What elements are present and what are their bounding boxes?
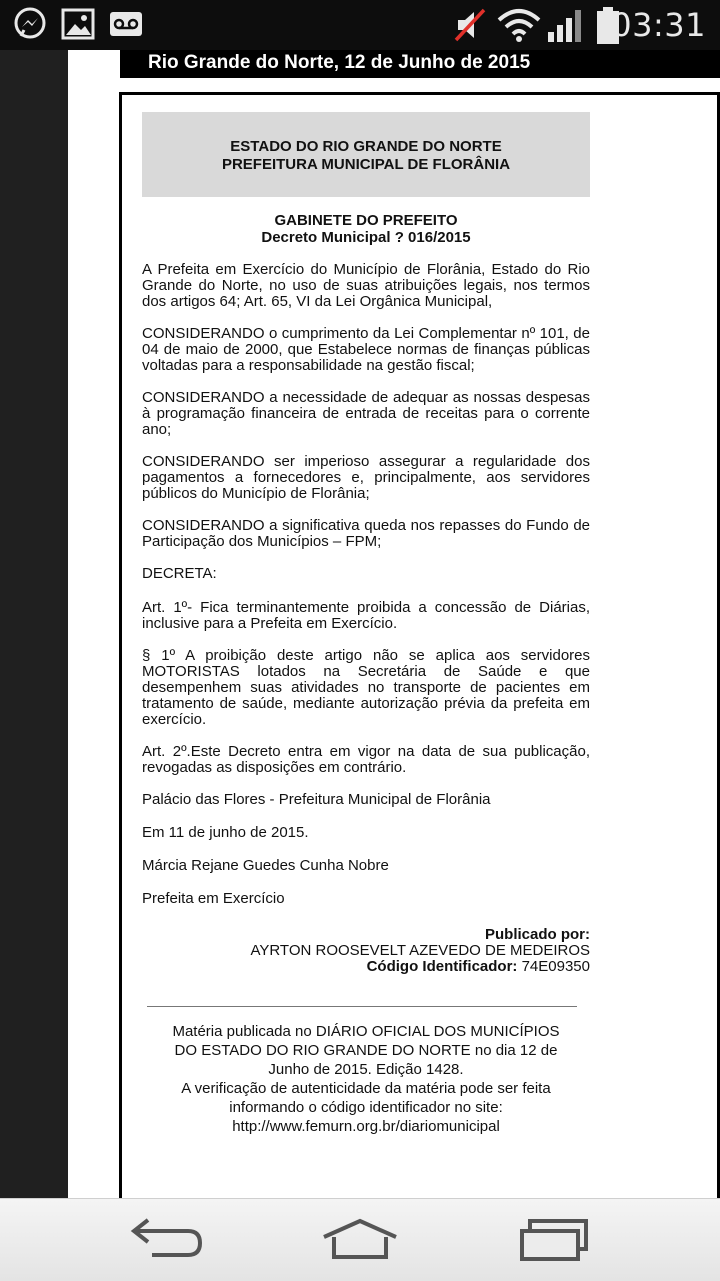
paragraph: DECRETA: (142, 565, 217, 582)
clock-time: 03:31 (611, 6, 706, 44)
closing-place: Palácio das Flores - Prefeitura Municipal de Florânia (142, 791, 491, 808)
footer-line: A verificação de autenticidade da matéria pode ser feita (181, 1080, 551, 1097)
publication-info (142, 927, 590, 975)
navigation-bar (0, 1198, 720, 1281)
mute-icon (452, 6, 488, 44)
footer-line: informando o código identificador no site: (229, 1099, 503, 1116)
footer-line: Matéria publicada no DIÁRIO OFICIAL DOS MUNICÍPIOS (172, 1023, 560, 1040)
paragraph: Art. 2º.Este Decreto entra em vigor na data de sua publicação, revogadas as disposições em contrário. (142, 743, 590, 776)
footer-line: Junho de 2015. Edição 1428. (268, 1061, 464, 1078)
home-icon[interactable] (320, 1217, 400, 1263)
closing-date: Em 11 de junho de 2015. (142, 824, 309, 841)
decree-number: Decreto Municipal ? 016/2015 (261, 229, 471, 246)
published-by-label: Publicado por: (485, 926, 590, 943)
wifi-icon (496, 6, 542, 44)
paragraph: A Prefeita em Exercício do Município de Florânia, Estado do Rio Grande do Norte, no uso de suas atribuições legais, nos termos dos artigos 64; Art. 65, VI da Lei Orgânica Municipal, (142, 261, 590, 310)
issuer-box (142, 112, 590, 197)
paragraph: CONSIDERANDO a significativa queda nos repasses do Fundo de Participação dos Municípios – FPM; (142, 517, 590, 550)
pdf-viewer[interactable] (0, 50, 720, 1198)
back-icon[interactable] (128, 1217, 208, 1263)
footer-line: DO ESTADO DO RIO GRANDE DO NORTE no dia 12 de (174, 1042, 558, 1059)
paragraph: Art. 1º- Fica terminantemente proibida a concessão de Diárias, inclusive para a Prefeita em Exercício. (142, 599, 590, 632)
decree-body (142, 262, 590, 924)
office-title: GABINETE DO PREFEITO (274, 212, 458, 229)
issuer-state: ESTADO DO RIO GRANDE DO NORTE (230, 138, 502, 155)
paragraph: § 1º A proibição deste artigo não se aplica aos servidores MOTORISTAS lotados na Secretária de Saúde e que desempenhem suas atividades no transporte de pacientes em tratamento de saúde, mediante autorização prévia da prefeita em exercício. (142, 647, 590, 728)
pdf-page-header: Rio Grande do Norte, 12 de Junho de 2015 (120, 50, 720, 78)
status-bar (0, 0, 720, 50)
recent-apps-icon[interactable] (516, 1217, 596, 1263)
divider (147, 1006, 577, 1007)
messenger-icon (12, 6, 48, 42)
code-label: Código Identificador: (366, 958, 518, 975)
signatory-role: Prefeita em Exercício (142, 890, 285, 907)
gallery-icon (60, 6, 96, 42)
published-by-name: AYRTON ROOSEVELT AZEVEDO DE MEDEIROS (250, 942, 590, 959)
code-value: 74E09350 (521, 958, 590, 975)
publication-footer (142, 1022, 590, 1136)
footer-url: http://www.femurn.org.br/diariomunicipal (232, 1118, 500, 1135)
paragraph: CONSIDERANDO ser imperioso assegurar a regularidade dos pagamentos a fornecedores e, principalmente, aos servidores públicos do Município de Florânia; (142, 453, 590, 502)
viewer-margin (0, 50, 68, 1198)
paragraph: CONSIDERANDO o cumprimento da Lei Complementar nº 101, de 04 de maio de 2000, que Estabelece normas de finanças públicas voltadas para a responsabilidade na gestão fiscal; (142, 325, 590, 374)
voicemail-icon (108, 6, 144, 42)
signal-icon (546, 6, 588, 44)
issuer-municipality: PREFEITURA MUNICIPAL DE FLORÂNIA (221, 156, 511, 173)
decree-title (142, 212, 590, 246)
paragraph: CONSIDERANDO a necessidade de adequar as nossas despesas à programação financeira de entrada de receitas para o corrente ano; (142, 389, 590, 438)
signatory-name: Márcia Rejane Guedes Cunha Nobre (142, 857, 389, 874)
